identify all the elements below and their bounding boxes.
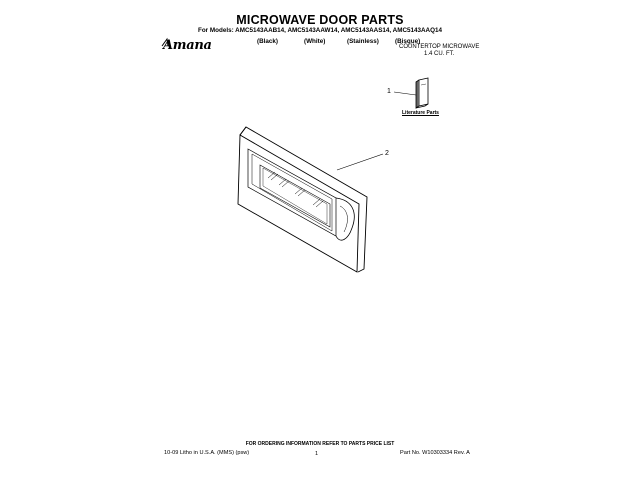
literature-parts-label: Literature Parts (402, 110, 439, 116)
brand-name: Amana (163, 38, 212, 53)
print-info: 10-09 Litho in U.S.A. (MMS) (psw) (164, 450, 250, 456)
callout-2: 2 (385, 150, 389, 157)
page-title: MICROWAVE DOOR PARTS (236, 13, 404, 27)
page-number: 1 (315, 451, 319, 457)
models-line: For Models: AMC5143AAB14, AMC5143AAW14, AMC5143AAS14, AMC5143AAQ14 (197, 27, 443, 34)
color-black: (Black) (257, 38, 278, 45)
color-bisque: (Bisque) (395, 38, 421, 45)
ordering-note: FOR ORDERING INFORMATION REFER TO PARTS PRICE LIST (245, 441, 395, 447)
door-illustration (238, 127, 367, 272)
product-capacity-line: 1.4 CU. FT. (424, 51, 455, 57)
literature-booklet-illustration (416, 78, 428, 108)
brand-logo-mark (162, 39, 168, 46)
part-number: Part No. W10303334 Rev. A (400, 450, 470, 456)
color-white: (White) (304, 38, 326, 45)
callout-1: 1 (387, 88, 391, 95)
product-type-line: COUNTERTOP MICROWAVE (399, 44, 480, 50)
color-stainless: (Stainless) (347, 38, 379, 45)
leader-line-1 (394, 92, 416, 95)
leader-line-2 (337, 154, 383, 170)
